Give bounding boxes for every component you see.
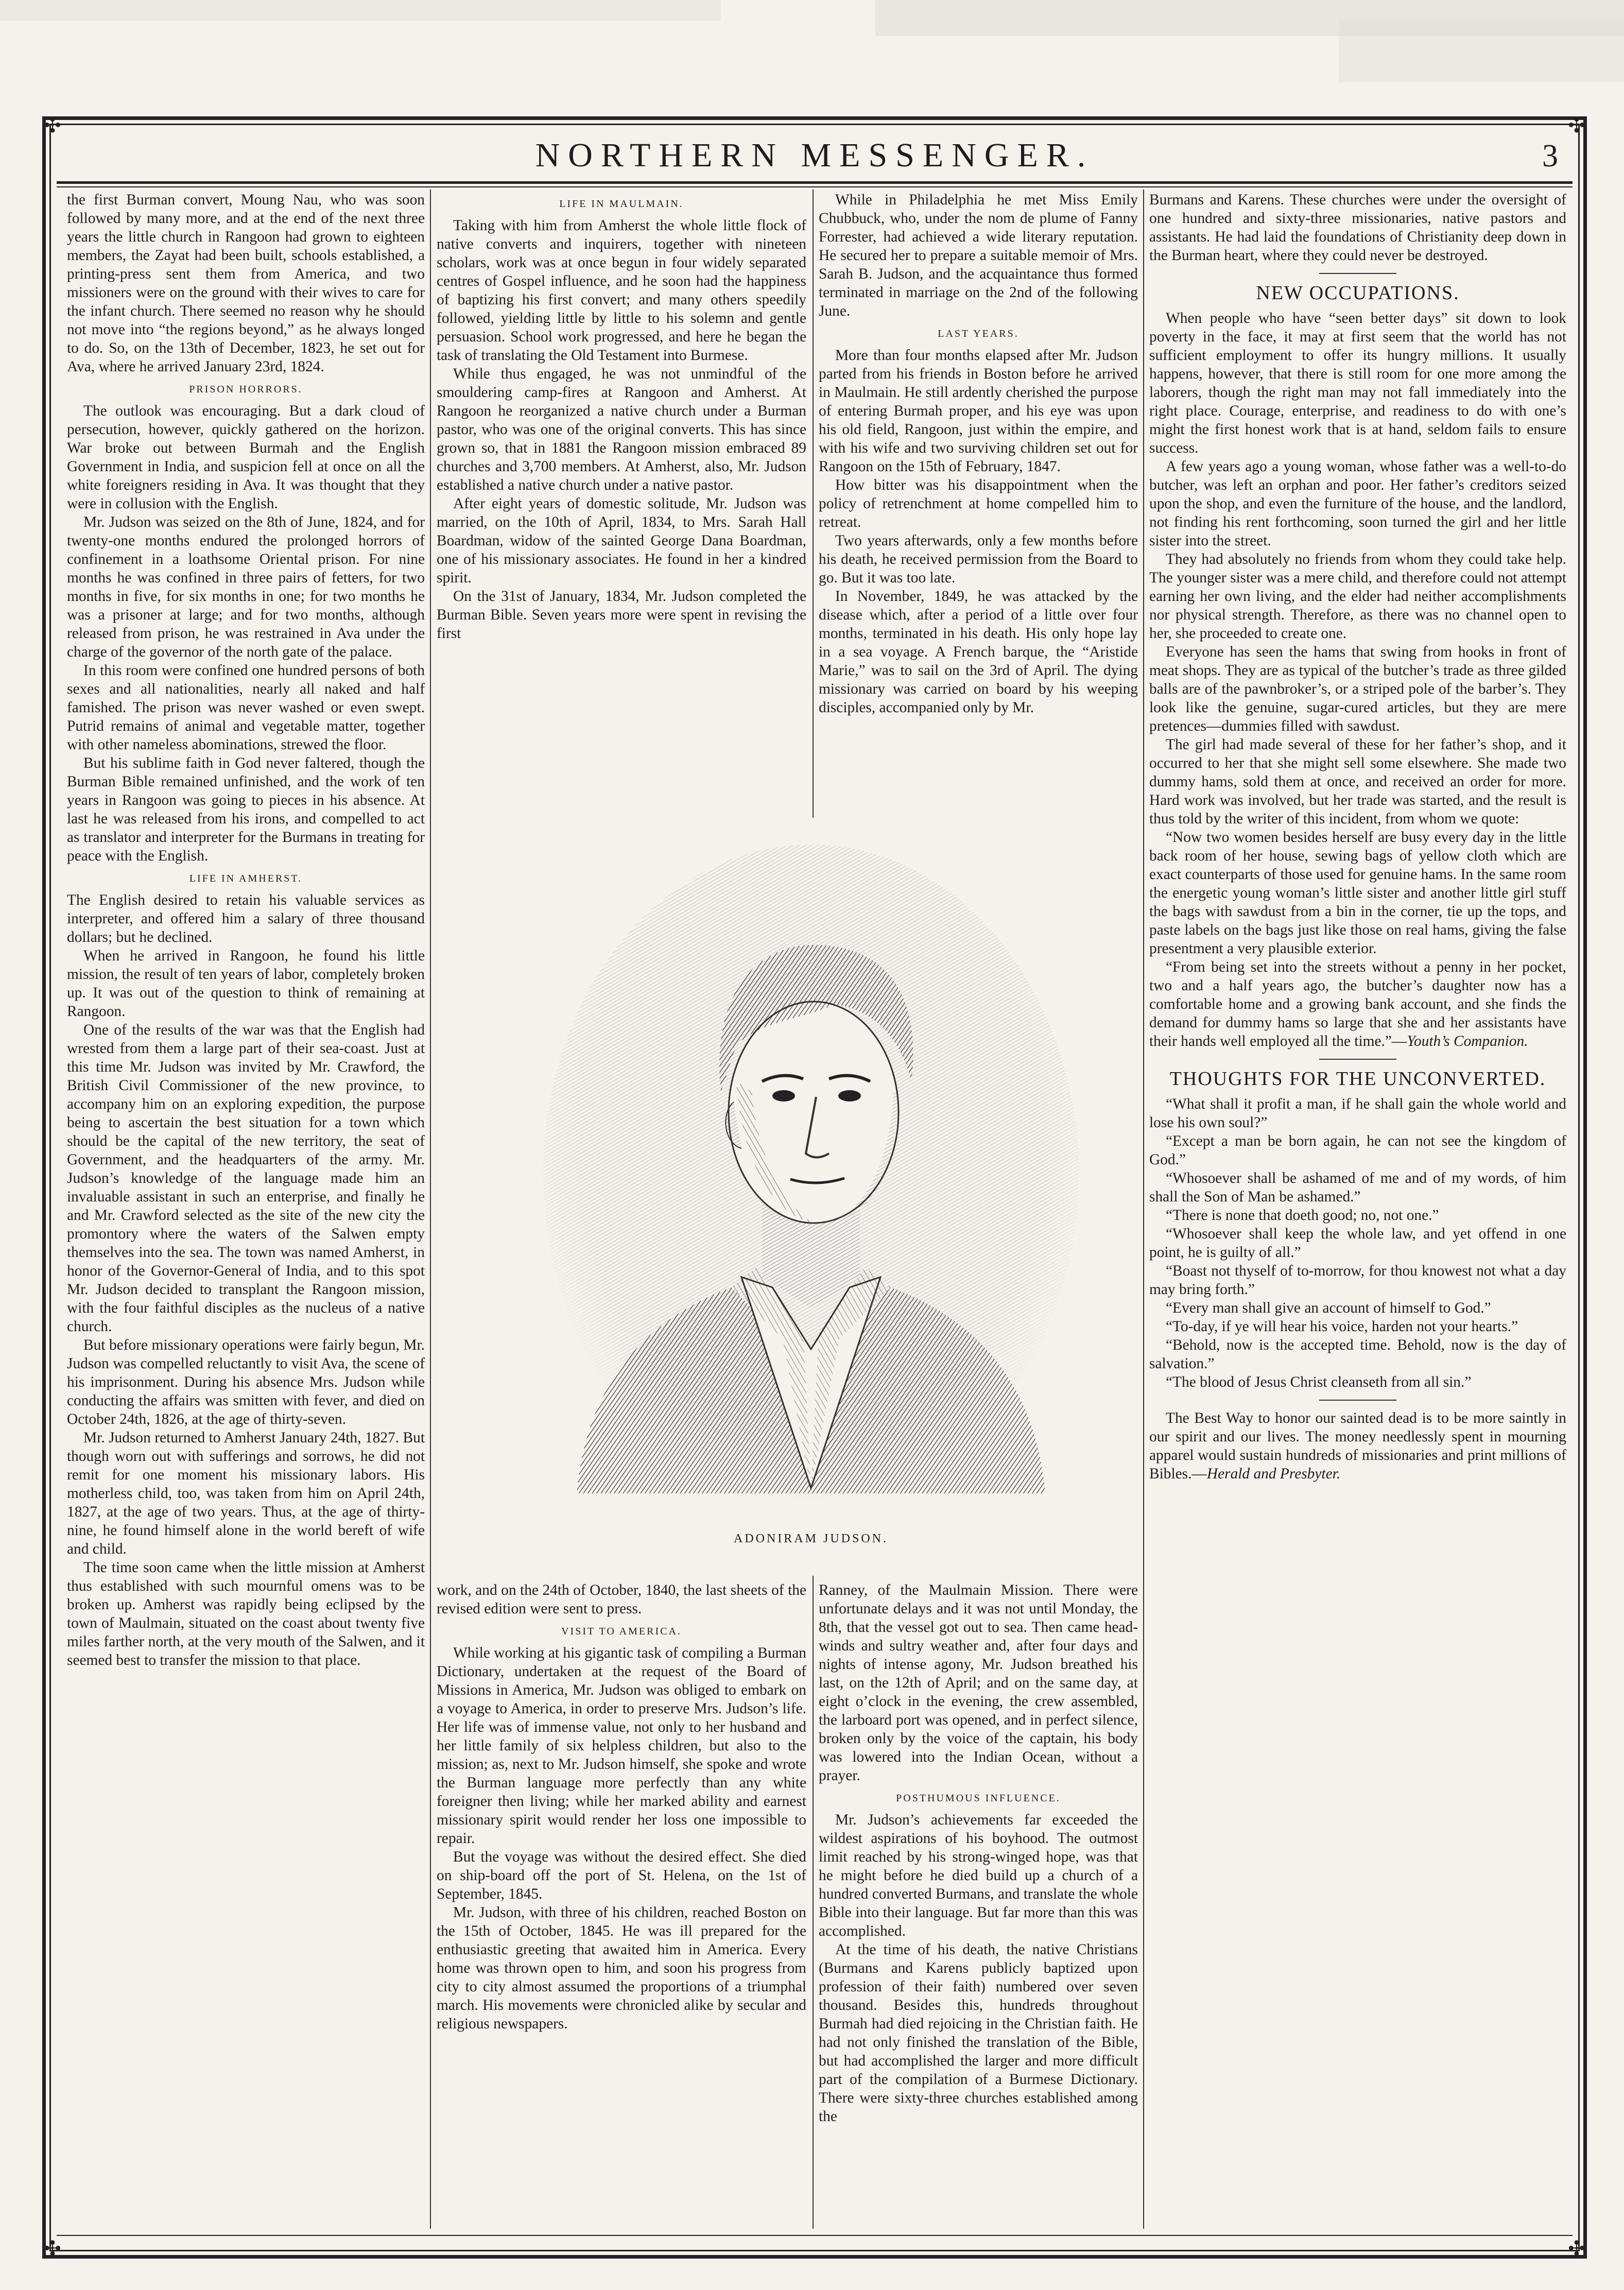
paragraph: How bitter was his disappointment when the policy of retrenchment at home compelled him to retreat. [819, 477, 1138, 530]
paragraph: On the 31st of January, 1834, Mr. Judson completed the Burman Bible. Seven years more were spent in revising the first [437, 588, 806, 642]
column-3-top [819, 191, 1138, 821]
source-credit: Youth’s Companion. [1407, 1033, 1528, 1049]
column-3-bottom [819, 1581, 1138, 2230]
paragraph: the first Burman convert, Moung Nau, who was soon followed by many more, and at the end of the next three years the little church in Rangoon had grown to eighteen members, the Zayat had been built, schools established, a printing-press sent them from America, and two missioners were on the ground with their wives to care for the infant church. There seemed no reason why he should not move into “the regions beyond,” as he always longed to do. So, on the 13th of December, 1823, he set out for Ava, where he arrived January 23rd, 1824. [67, 192, 425, 375]
quotation: “Boast not thyself of to-morrow, for thou knowest not what a day may bring forth.” [1149, 1263, 1566, 1298]
corner-ornament-icon: ✣ [1568, 114, 1585, 137]
paragraph: Ranney, of the Maulmain Mission. There were unfortunate delays and it was not until Monday, the 8th, that the vessel got out to sea. Then came head-winds and sultry weather and, after four days and nights of intense agony, Mr. Judson breathed his last, on the 12th of April; and on the same day, at eight o’clock in the evening, the crew assembled, the larboard port was opened, and in perfect silence, broken only by the voice of the captain, his body was lowered into the Indian Ocean, without a prayer. [819, 1582, 1138, 1784]
paragraph: Taking with him from Amherst the whole little flock of native converts and inquirers, together with nineteen scholars, work was at once begun in four widely separated centres of Gospel influence, and he soon had the happiness of baptizing his first convert; and many others speedily followed, yielding little by little to his solemn and gentle persuasion. School work progressed, and here he began the task of translating the Old Testament into Burmese. [437, 217, 806, 364]
column-4 [1149, 191, 1566, 2230]
paragraph [1149, 958, 1566, 1051]
column-1 [67, 191, 425, 2230]
paragraph: In this room were confined one hundred persons of both sexes and all nationalities, nearly all naked and half famished. The prison was never washed or even swept. Putrid remains of animal and vegetable matter, together with other nameless abominations, strewed the floor. [67, 662, 425, 753]
footer-rule [57, 2235, 1573, 2236]
paragraph: In November, 1849, he was attacked by the disease which, after a period of a little over four months, terminated in his death. His only hope lay in a sea voyage. A French barque, the “Aristide Marie,” was to sail on the 3rd of April. The dying missionary was carried on board by his weeping disciples, accompanied only by Mr. [819, 588, 1138, 716]
page-number: 3 [1542, 139, 1558, 174]
section-heading: LIFE IN AMHERST. [189, 873, 303, 884]
article-heading: THOUGHTS FOR THE UNCONVERTED. [1169, 1068, 1546, 1090]
corner-ornament-icon: ✣ [44, 114, 61, 137]
paragraph: The girl had made several of these for her father’s shop, and it occurred to her that she might sell some elsewhere. She made two dummy hams, sold them at once, and received an order for more. Hard work was involved, but her trade was started, and the result is thus told by the writer of this incident, from whom we quote: [1149, 736, 1566, 827]
column-2-bottom [437, 1581, 806, 2230]
paragraph: Two years afterwards, only a few months before his death, he received permission from the Board to go. But it was too late. [819, 532, 1138, 586]
paragraph: Mr. Judson’s achievements far exceeded the wildest aspirations of his boyhood. The outmost limit reached by his strong-winged hope, was that he might before he died build up a church of a hundred converted Burmans, and translate the whole Bible into their language. But far more than this was accomplished. [819, 1812, 1138, 1939]
section-divider [1319, 1400, 1396, 1401]
quotation: “There is none that doeth good; no, not one.” [1166, 1207, 1439, 1224]
section-divider [1319, 273, 1396, 274]
paragraph-text: The Best Way to honor our sainted dead is to be more saintly in our spirit and our lives. The money needlessly spent in mourning apparel would sustain hundreds of missionaries and print millions of Bibles.— [1149, 1410, 1566, 1482]
paragraph: At the time of his death, the native Christians (Burmans and Karens publicly baptized upon profession of their faith) numbered over seven thousand. Besides this, hundreds throughout Burmah had died rejoicing in the Christian faith. He had not only finished the translation of the Bible, but had accomplished the larger and more difficult part of the compilation of a Burmese Dictionary. There were sixty-three churches established among the [819, 1941, 1138, 2125]
paragraph: When people who have “seen better days” sit down to look poverty in the face, it may at first seem that the world has not sufficient employment to offer its hungry millions. It usually happens, however, that there is still room for one more among the laborers, though the right man may not fall immediately into the right place. Courage, enterprise, and readiness to do with one’s might the first honest work that is at hand, seldom fails to ensure success. [1149, 310, 1566, 456]
column-rule [813, 190, 814, 818]
quotation: “Behold, now is the accepted time. Behold, now is the day of salvation.” [1149, 1337, 1566, 1372]
quotation: “The blood of Jesus Christ cleanseth from all sin.” [1166, 1374, 1472, 1390]
column-rule [430, 190, 431, 2229]
paragraph: A few years ago a young woman, whose father was a well-to-do butcher, was left an orphan and poor. Her father’s creditors seized upon the shop, and even the furniture of the house, and the landlord, not finding his rent forthcoming, soon turned the girl and her little sister into the street. [1149, 458, 1566, 549]
paragraph: But before missionary operations were fairly begun, Mr. Judson was compelled reluctantly to visit Ava, the scene of his imprisonment. During his absence Mrs. Judson while conducting the affairs was smitten with fever, and died on October 24th, 1826, at the age of thirty-seven. [67, 1337, 425, 1427]
column-rule [813, 1576, 814, 2229]
paragraph: While thus engaged, he was not unmindful of the smouldering camp-fires at Rangoon and Amherst. At Rangoon he reorganized a native church under a Burman pastor, who was one of the original converts. This has since grown so, that in 1881 the Rangoon mission embraced 89 churches and 3,700 members. At Amherst, also, Mr. Judson established a native church under a native pastor. [437, 366, 806, 493]
section-heading: LIFE IN MAULMAIN. [559, 198, 684, 210]
section-heading: LAST YEARS. [938, 328, 1019, 339]
portrait-engraving [515, 824, 1107, 1535]
column-2-top [437, 191, 806, 821]
paragraph: Mr. Judson, with three of his children, reached Boston on the 15th of October, 1845. He was ill prepared for the enthusiastic greeting that awaited him in America. Every home was thrown open to him, and soon his progress from city to city almost assumed the proportions of a triumphal march. His movements were chronicled alike by secular and religious newspapers. [437, 1904, 806, 2032]
section-heading: VISIT TO AMERICA. [561, 1626, 682, 1637]
quotation: “To-day, if ye will hear his voice, harden not your hearts.” [1166, 1318, 1518, 1335]
paragraph: When he arrived in Rangoon, he found his little mission, the result of ten years of labor, completely broken up. It was out of the question to think of remaining at Rangoon. [67, 948, 425, 1020]
paragraph [1149, 1409, 1566, 1483]
paragraph: More than four months elapsed after Mr. Judson parted from his friends in Boston before he arrived in Maulmain. He still ardently cherished the purpose of entering Burmah proper, and his eye was upon his old field, Rangoon, just within the empire, and with his wife and two surviving children set out for Rangoon on the 15th of February, 1847. [819, 347, 1138, 475]
section-heading: POSTHUMOUS INFLUENCE. [896, 1793, 1061, 1804]
paragraph: But the voyage was without the desired effect. She died on ship-board off the port of St. Helena, on the 1st of September, 1845. [437, 1849, 806, 1902]
quotation: “Except a man be born again, he can not see the kingdom of God.” [1149, 1133, 1566, 1168]
paragraph: Everyone has seen the hams that swing from hooks in front of meat shops. They are as typical of the butcher’s trade as three gilded balls are of the pawnbroker’s, or a striped pole of the barber’s. They look like the genuine, sugar-cured articles, but they are mere pretences—dummies filled with sawdust. [1149, 644, 1566, 734]
corner-ornament-icon: ✣ [44, 2237, 61, 2260]
paragraph: work, and on the 24th of October, 1840, the last sheets of the revised edition were sent to press. [437, 1582, 806, 1617]
corner-ornament-icon: ✣ [1568, 2237, 1585, 2260]
paragraph: While in Philadelphia he met Miss Emily Chubbuck, who, under the nom de plume of Fanny Forrester, had achieved a wide literary reputation. He secured her to prepare a suitable memoir of Mrs. Sarah B. Judson, and the acquaintance thus formed terminated in marriage on the 2nd of the following June. [819, 192, 1138, 319]
paragraph: They had absolutely no friends from whom they could take help. The younger sister was a mere child, and therefore could not attempt earning her own living, and the elder had neither accomplishments nor physical strength. Therefore, as there was no channel open to her, she proceeded to create one. [1149, 551, 1566, 642]
quotation: “Whosoever shall be ashamed of me and of my words, of him shall the Son of Man be ashamed.” [1149, 1170, 1566, 1205]
source-credit: Herald and Presbyter. [1206, 1466, 1341, 1482]
quotation: “Every man shall give an account of himself to God.” [1166, 1300, 1491, 1316]
section-divider [1319, 1059, 1396, 1060]
paragraph: Mr. Judson returned to Amherst January 24th, 1827. But though worn out with sufferings and sorrows, he did not remit for one moment his missionary labors. His motherless child, too, was taken from him on April 24th, 1827, at the age of two years. Thus, at the age of thirty-nine, he found himself alone in the world bereft of wife and child. [67, 1430, 425, 1557]
section-heading: PRISON HORRORS. [189, 384, 303, 395]
paragraph: The English desired to retain his valuable services as interpreter, and offered him a salary of three thousand dollars; but he declined. [67, 892, 425, 945]
paragraph: Burmans and Karens. These churches were under the oversight of one hundred and sixty-three missionaries, native pastors and assistants. He had laid the foundations of Christianity deep down in the Burman heart, where they could never be destroyed. [1149, 192, 1566, 264]
quotation: “Whosoever shall keep the whole law, and yet offend in one point, he is guilty of all.” [1149, 1226, 1566, 1261]
paper-speckle [0, 0, 1624, 103]
paragraph: The outlook was encouraging. But a dark cloud of persecution, however, quickly gathered on the horizon. War broke out between Burmah and the English Government in India, and suspicion fell at once on all the white foreigners residing in Ava. It was thought that they were in collusion with the English. [67, 403, 425, 512]
masthead [57, 135, 1573, 181]
header-rule-thin [57, 186, 1573, 187]
header-rule [57, 181, 1573, 184]
paragraph: One of the results of the war was that the English had wrested from them a large part of their sea-coast. Just at this time Mr. Judson was invited by Mr. Crawford, the British Civil Commissioner of the new province, to accompany him on an exploring expedition, the purpose being to ascertain the best situation for a town which should be the capital of the new territory, the seat of Government, and the headquarters of the army. Mr. Judson’s knowledge of the language made him an invaluable assistant in such an enterprise, and finally he and Mr. Crawford selected as the site of the new city the promontory where the waters of the Salwen empty themselves into the sea. The town was named Amherst, in honor of the Governor-General of India, and to this spot Mr. Judson decided to transplant the Rangoon mission, with the four faithful disciples as the nucleus of a native church. [67, 1022, 425, 1335]
paragraph: Mr. Judson was seized on the 8th of June, 1824, and for twenty-one months endured the prolonged horrors of confinement in a loathsome Oriental prison. For nine months he was confined in three pairs of fetters, for two months in five, for six months in one; for two months he was a prisoner at large; and for two months, although released from prison, he was restrained in Ava under the charge of the governor of the north gate of the palace. [67, 514, 425, 660]
paragraph: But his sublime faith in God never faltered, though the Burman Bible remained unfinished, and the work of ten years in Rangoon was going to pieces in his absence. At last he was released from his irons, and compelled to act as translator and interpreter for the Burmans in treating for peace with the English. [67, 755, 425, 864]
quotation: “What shall it profit a man, if he shall gain the whole world and lose his own soul?” [1149, 1096, 1566, 1131]
paragraph: “Now two women besides herself are busy every day in the little back room of her house, sewing bags of yellow cloth which are exact counterparts of those used for genuine hams. In the same room the energetic young woman’s little sister and another little girl stuff the bags with sawdust from a bin in the corner, tie up the tops, and paste labels on the bags just like those on real hams, giving the false presentment a very plausible exterior. [1149, 829, 1566, 957]
paragraph-text: “From being set into the streets without a penny in her pocket, two and a half years ago, the butcher’s daughter now has a comfortable home and a growing bank account, and she finds the demand for dummy hams so large that she and her assistants have their hands well employed all the time.”— [1149, 959, 1566, 1049]
paragraph: After eight years of domestic solitude, Mr. Judson was married, on the 10th of April, 1834, to Mrs. Sarah Hall Boardman, widow of the sainted George Dana Boardman, one of his missionary associates. He found in her a kindred spirit. [437, 495, 806, 586]
column-rule [1143, 190, 1144, 2229]
masthead-title: NORTHERN MESSENGER. [535, 136, 1094, 174]
paragraph: While working at his gigantic task of compiling a Burman Dictionary, undertaken at the request of the Board of Missions in America, Mr. Judson was obliged to embark on a voyage to America, in order to preserve Mrs. Judson’s life. Her life was of immense value, not only to her husband and her little family of six helpless children, but also to the mission; as, next to Mr. Judson himself, she spoke and wrote the Burman language more perfectly than any white foreigner then living; while her marked ability and earnest missionary spirit would render her loss one impossible to repair. [437, 1645, 806, 1847]
paragraph: The time soon came when the little mission at Amherst thus established with such mournful omens was to be broken up. Amherst was rapidly being eclipsed by the town of Maulmain, situated on the coast about twenty five miles farther north, at the very mouth of the Salwen, and it seemed best to transfer the mission to that place. [67, 1559, 425, 1668]
article-heading: NEW OCCUPATIONS. [1256, 282, 1460, 304]
portrait-caption: ADONIRAM JUDSON. [733, 1532, 888, 1545]
